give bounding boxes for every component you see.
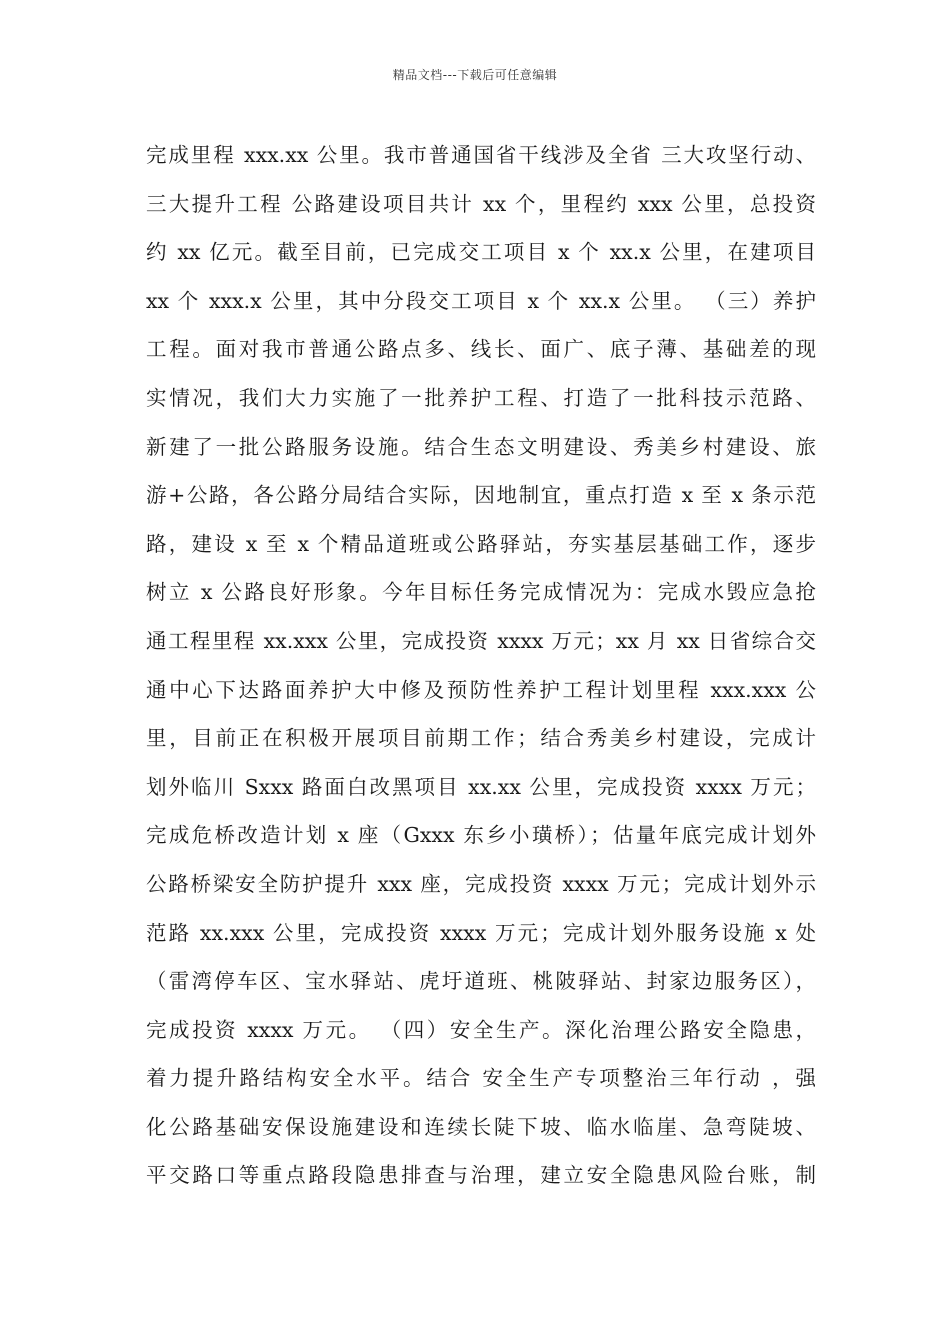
text-line: 完成危桥改造计划 x 座（Gxxx 东乡小璜桥）；估量年底完成计划外 (146, 823, 816, 848)
text-line: 完成投资 xxxx 万元。 （四）安全生产。深化治理公路安全隐患， (146, 1017, 816, 1042)
text-line: 树立 x 公路良好形象。今年目标任务完成情况为：完成水毁应急抢 (146, 580, 816, 605)
text-line: 着力提升路结构安全水平。结合 安全生产专项整治三年行动 ，强 (146, 1066, 816, 1091)
body-text (146, 131, 816, 1200)
page-header: 精品文档---下载后可任意编辑 (392, 68, 558, 82)
text-line: 实情况，我们大力实施了一批养护工程、打造了一批科技示范路、 (146, 385, 816, 410)
text-line: 约 xx 亿元。截至目前，已完成交工项目 x 个 xx.x 公里，在建项目 (146, 240, 816, 265)
text-line: 里，目前正在积极开展项目前期工作；结合秀美乡村建设，完成计 (146, 726, 816, 751)
text-line: 平交路口等重点路段隐患排查与治理，建立安全隐患风险台账，制 (146, 1163, 816, 1188)
text-line: xx 个 xxx.x 公里，其中分段交工项目 x 个 xx.x 公里。 （三）养护 (146, 288, 816, 313)
text-line: 范路 xx.xxx 公里，完成投资 xxxx 万元；完成计划外服务设施 x 处 (146, 920, 816, 945)
text-line: 三大提升工程 公路建设项目共计 xx 个，里程约 xxx 公里，总投资 (146, 191, 816, 216)
text-line: 公路桥梁安全防护提升 xxx 座，完成投资 xxxx 万元；完成计划外示 (146, 871, 816, 896)
text-line: 路，建设 x 至 x 个精品道班或公路驿站，夯实基层基础工作，逐步 (146, 531, 816, 556)
text-line: 工程。面对我市普通公路点多、线长、面广、底子薄、基础差的现 (146, 337, 816, 362)
text-line: 完成里程 xxx.xx 公里。我市普通国省干线涉及全省 三大攻坚行动、 (146, 143, 816, 167)
text-line: 游+公路，各公路分局结合实际，因地制宜，重点打造 x 至 x 条示范 (146, 483, 816, 508)
text-line: 通中心下达路面养护大中修及预防性养护工程计划里程 xxx.xxx 公 (146, 677, 816, 702)
text-line: 化公路基础安保设施建设和连续长陡下坡、临水临崖、急弯陡坡、 (146, 1114, 816, 1139)
text-line: 通工程里程 xx.xxx 公里，完成投资 xxxx 万元；xx 月 xx 日省综合交 (146, 628, 816, 653)
text-line: 划外临川 Sxxx 路面白改黑项目 xx.xx 公里，完成投资 xxxx 万元； (146, 774, 816, 799)
text-line: （雷湾停车区、宝水驿站、虎圩道班、桃陂驿站、封家边服务区）， (146, 969, 816, 994)
text-line: 新建了一批公路服务设施。结合生态文明建设、秀美乡村建设、旅 (146, 434, 816, 459)
